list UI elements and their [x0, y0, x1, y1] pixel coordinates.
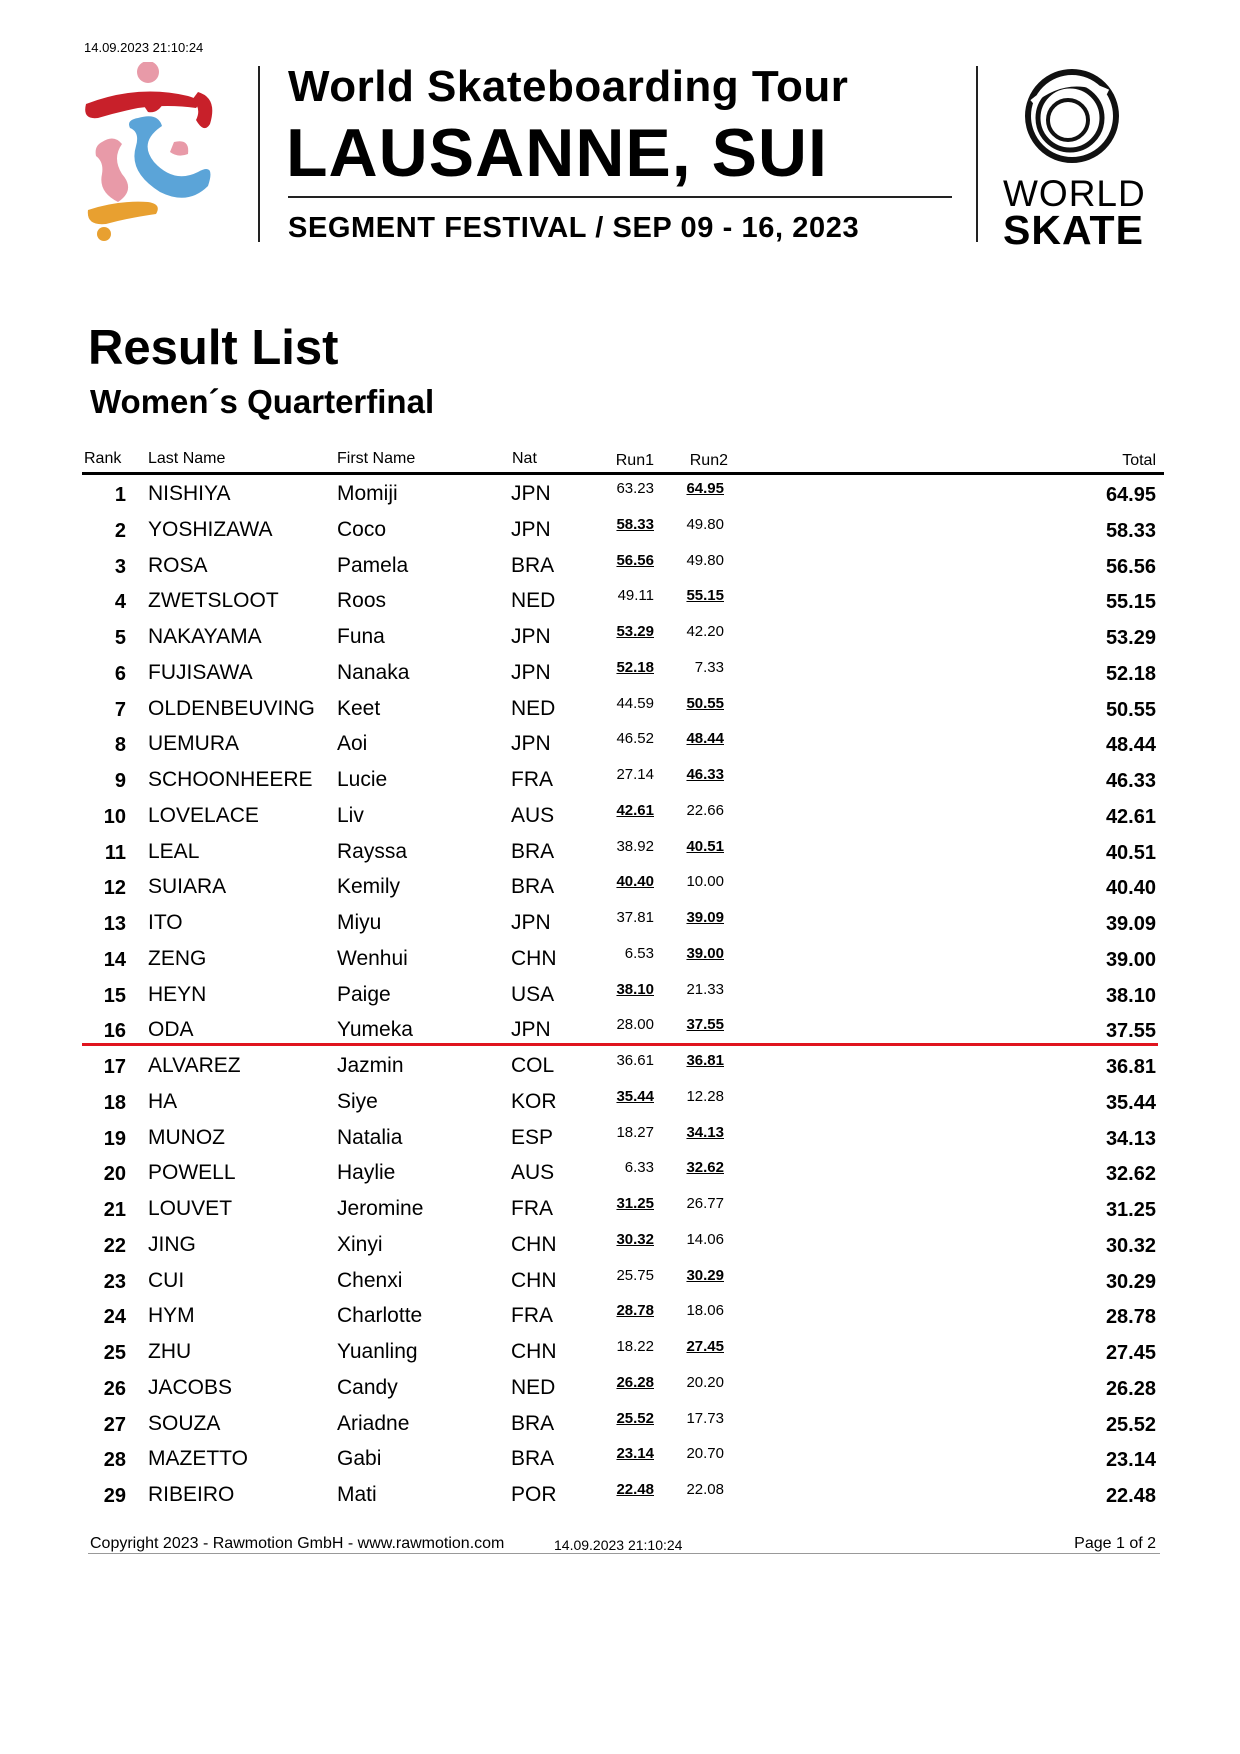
- rank-cell: 13: [103, 913, 126, 935]
- total-cell: 37.55: [1105, 1020, 1156, 1043]
- first-name-cell: Yumeka: [337, 1018, 413, 1042]
- rank-cell: 1: [114, 484, 126, 506]
- nat-cell: BRA: [511, 839, 555, 863]
- table-row: [0, 726, 1240, 762]
- footer-rule: [88, 1553, 1160, 1554]
- first-name-cell: Kemily: [337, 875, 401, 899]
- run1-cell: 52.18: [616, 658, 654, 676]
- first-name-cell: Ariadne: [337, 1411, 410, 1435]
- table-row: [0, 1441, 1240, 1477]
- total-cell: 55.15: [1105, 591, 1156, 614]
- last-name-cell: MUNOZ: [148, 1125, 225, 1149]
- event-title: World Skateboarding Tour: [288, 62, 849, 111]
- total-cell: 30.29: [1105, 1270, 1156, 1293]
- column-header-run1: Run1: [615, 452, 654, 469]
- nat-cell: CHN: [511, 1232, 557, 1256]
- total-cell: 35.44: [1105, 1091, 1156, 1114]
- total-cell: 40.40: [1105, 877, 1156, 900]
- run2-cell: 34.13: [686, 1123, 724, 1141]
- rank-cell: 7: [114, 698, 126, 721]
- event-subtitle: SEGMENT FESTIVAL / SEP 09 - 16, 2023: [288, 212, 860, 244]
- run1-cell: 27.14: [616, 766, 654, 783]
- table-row: [0, 1155, 1240, 1191]
- first-name-cell: Charlotte: [337, 1304, 423, 1328]
- rank-cell: 24: [103, 1306, 126, 1329]
- header-divider-left: [258, 66, 260, 242]
- run2-cell: 64.95: [686, 480, 724, 497]
- table-row: [0, 798, 1240, 834]
- nat-cell: AUS: [511, 803, 555, 827]
- event-city: LAUSANNE, SUI: [286, 115, 828, 191]
- total-cell: 27.45: [1105, 1342, 1156, 1364]
- last-name-cell: LOUVET: [148, 1197, 233, 1220]
- nat-cell: CHN: [511, 1268, 557, 1292]
- rank-cell: 12: [103, 877, 126, 900]
- nat-cell: JPN: [511, 625, 551, 648]
- table-row: [0, 941, 1240, 977]
- run1-cell: 28.78: [616, 1302, 654, 1320]
- last-name-cell: ODA: [148, 1018, 194, 1042]
- run2-cell: 22.66: [686, 801, 724, 819]
- run1-cell: 40.40: [616, 873, 654, 891]
- last-name-cell: JACOBS: [148, 1375, 233, 1399]
- header-rule: [288, 196, 952, 198]
- table-row: [0, 512, 1240, 548]
- rank-cell: 21: [103, 1199, 126, 1221]
- run1-cell: 23.14: [616, 1445, 654, 1463]
- run1-cell: 22.48: [616, 1481, 654, 1498]
- last-name-cell: ZWETSLOOT: [148, 589, 279, 613]
- last-name-cell: MAZETTO: [148, 1447, 248, 1471]
- run2-cell: 22.08: [686, 1481, 724, 1498]
- run2-cell: 17.73: [686, 1409, 724, 1427]
- total-cell: 32.62: [1105, 1163, 1156, 1186]
- nat-cell: JPN: [511, 732, 551, 756]
- table-row: [0, 1406, 1240, 1442]
- run2-cell: 18.06: [686, 1302, 724, 1320]
- nat-cell: COL: [511, 1054, 555, 1077]
- last-name-cell: CUI: [148, 1268, 185, 1292]
- nat-cell: FRA: [511, 768, 553, 791]
- run2-cell: 49.80: [686, 515, 724, 533]
- first-name-cell: Chenxi: [337, 1268, 403, 1292]
- first-name-cell: Candy: [337, 1375, 398, 1399]
- nat-cell: BRA: [511, 553, 555, 577]
- last-name-cell: FUJISAWA: [148, 660, 253, 684]
- rank-cell: 11: [104, 841, 126, 864]
- last-name-cell: HA: [148, 1089, 178, 1113]
- total-cell: 39.09: [1105, 913, 1156, 935]
- nat-cell: BRA: [511, 875, 555, 899]
- nat-cell: POR: [511, 1483, 557, 1506]
- nat-cell: NED: [511, 1375, 556, 1399]
- total-cell: 26.28: [1105, 1377, 1156, 1400]
- rank-cell: 2: [114, 519, 126, 542]
- first-name-cell: Jazmin: [337, 1054, 404, 1077]
- first-name-cell: Nanaka: [337, 660, 410, 684]
- rank-cell: 20: [103, 1163, 126, 1186]
- first-name-cell: Funa: [337, 625, 385, 648]
- run1-cell: 63.23: [616, 480, 654, 497]
- table-row: [0, 762, 1240, 798]
- run1-cell: 28.00: [616, 1016, 654, 1034]
- nat-cell: BRA: [511, 1411, 555, 1435]
- table-row: [0, 1263, 1240, 1299]
- page-subtitle: Women´s Quarterfinal: [90, 383, 435, 420]
- run2-cell: 14.06: [686, 1230, 724, 1248]
- nat-cell: FRA: [511, 1304, 553, 1328]
- nat-cell: FRA: [511, 1197, 553, 1220]
- total-cell: 56.56: [1105, 555, 1156, 578]
- run1-cell: 6.53: [624, 944, 654, 962]
- run2-cell: 36.81: [686, 1052, 724, 1069]
- first-name-cell: Jeromine: [337, 1197, 424, 1220]
- column-header-run2: Run2: [689, 452, 728, 469]
- rank-cell: 9: [114, 770, 126, 792]
- first-name-cell: Paige: [337, 982, 391, 1006]
- run2-cell: 42.20: [686, 623, 724, 640]
- nat-cell: AUS: [511, 1161, 555, 1185]
- rank-cell: 19: [103, 1127, 126, 1150]
- total-cell: 30.32: [1105, 1234, 1156, 1257]
- table-row: [0, 548, 1240, 584]
- last-name-cell: OLDENBEUVING: [148, 696, 315, 720]
- total-cell: 58.33: [1105, 519, 1156, 542]
- run2-cell: 37.55: [686, 1016, 724, 1034]
- run1-cell: 42.61: [616, 801, 654, 819]
- print-timestamp: 14.09.2023 21:10:24: [84, 40, 204, 55]
- column-header-rank: Rank: [84, 450, 122, 467]
- table-row: [0, 1084, 1240, 1120]
- first-name-cell: Liv: [337, 803, 364, 827]
- table-row: [0, 1477, 1240, 1513]
- run1-cell: 30.32: [616, 1230, 654, 1248]
- table-row: [0, 977, 1240, 1013]
- last-name-cell: ITO: [148, 911, 183, 934]
- total-cell: 38.10: [1105, 984, 1156, 1007]
- run2-cell: 21.33: [686, 980, 724, 998]
- rank-cell: 6: [114, 662, 126, 685]
- first-name-cell: Momiji: [337, 482, 398, 505]
- table-row: [0, 1298, 1240, 1334]
- run1-cell: 25.75: [616, 1266, 654, 1284]
- run1-cell: 18.27: [616, 1123, 654, 1141]
- table-row: [0, 1120, 1240, 1156]
- rank-cell: 23: [103, 1270, 126, 1293]
- nat-cell: JPN: [511, 911, 551, 934]
- run2-cell: 32.62: [686, 1159, 724, 1177]
- run1-cell: 36.61: [616, 1052, 654, 1069]
- nat-cell: JPN: [511, 1018, 551, 1042]
- rank-cell: 27: [103, 1413, 126, 1436]
- run2-cell: 7.33: [694, 658, 724, 676]
- column-header-first-name: First Name: [337, 450, 416, 467]
- nat-cell: NED: [511, 589, 556, 613]
- total-cell: 40.51: [1105, 841, 1156, 864]
- run2-cell: 27.45: [686, 1338, 724, 1355]
- first-name-cell: Siye: [337, 1089, 378, 1113]
- run1-cell: 53.29: [616, 623, 654, 640]
- last-name-cell: SUIARA: [148, 875, 227, 899]
- run2-cell: 26.77: [686, 1195, 724, 1212]
- nat-cell: USA: [511, 982, 555, 1006]
- total-cell: 34.13: [1105, 1127, 1156, 1150]
- run1-cell: 6.33: [624, 1159, 654, 1177]
- rank-cell: 25: [103, 1342, 126, 1364]
- rank-cell: 8: [114, 734, 126, 757]
- table-row: [0, 619, 1240, 655]
- first-name-cell: Keet: [337, 696, 381, 720]
- table-row: [0, 583, 1240, 619]
- table-row: [0, 1370, 1240, 1406]
- first-name-cell: Coco: [337, 517, 387, 541]
- rank-cell: 3: [114, 555, 126, 578]
- world-skate-word-2: SKATE: [1003, 207, 1144, 253]
- total-cell: 46.33: [1105, 770, 1156, 792]
- run2-cell: 39.00: [686, 944, 724, 962]
- table-row: [0, 691, 1240, 727]
- last-name-cell: JING: [148, 1232, 196, 1256]
- run2-cell: 46.33: [686, 766, 724, 783]
- nat-cell: BRA: [511, 1447, 555, 1471]
- last-name-cell: YOSHIZAWA: [148, 517, 273, 541]
- last-name-cell: NISHIYA: [148, 482, 231, 505]
- run1-cell: 25.52: [616, 1409, 654, 1427]
- first-name-cell: Yuanling: [337, 1340, 418, 1363]
- total-cell: 64.95: [1105, 484, 1156, 506]
- run1-cell: 38.10: [616, 980, 654, 998]
- first-name-cell: Xinyi: [337, 1232, 383, 1256]
- header-divider-right: [976, 66, 978, 242]
- page-title: Result List: [88, 321, 339, 375]
- total-cell: 22.48: [1105, 1485, 1156, 1507]
- nat-cell: CHN: [511, 946, 557, 970]
- run1-cell: 46.52: [616, 730, 654, 748]
- first-name-cell: Natalia: [337, 1125, 403, 1149]
- rank-cell: 29: [103, 1485, 126, 1507]
- table-row: [0, 476, 1240, 512]
- total-cell: 52.18: [1105, 662, 1156, 685]
- first-name-cell: Aoi: [337, 732, 368, 756]
- last-name-cell: ALVAREZ: [148, 1054, 241, 1077]
- table-row: [0, 834, 1240, 870]
- total-cell: 23.14: [1105, 1449, 1156, 1472]
- run2-cell: 20.70: [686, 1445, 724, 1463]
- total-cell: 36.81: [1105, 1056, 1156, 1078]
- total-cell: 48.44: [1105, 734, 1156, 757]
- qualification-cutoff-line: [82, 1043, 1158, 1046]
- rank-cell: 28: [103, 1449, 126, 1472]
- run1-cell: 31.25: [616, 1195, 654, 1212]
- last-name-cell: ZENG: [148, 946, 207, 970]
- rank-cell: 4: [114, 591, 126, 614]
- column-header-total: Total: [1122, 452, 1156, 469]
- run1-cell: 37.81: [616, 909, 654, 926]
- run1-cell: 56.56: [616, 551, 654, 569]
- table-row: [0, 1334, 1240, 1370]
- table-row: [0, 905, 1240, 941]
- rank-cell: 14: [103, 948, 126, 971]
- rank-cell: 5: [114, 627, 126, 649]
- table-row: [0, 1048, 1240, 1084]
- total-cell: 28.78: [1105, 1306, 1156, 1329]
- last-name-cell: LOVELACE: [148, 803, 259, 827]
- run1-cell: 49.11: [617, 587, 654, 605]
- run2-cell: 10.00: [686, 873, 724, 891]
- run1-cell: 26.28: [616, 1373, 654, 1391]
- run2-cell: 30.29: [686, 1266, 724, 1284]
- first-name-cell: Gabi: [337, 1447, 382, 1471]
- first-name-cell: Haylie: [337, 1161, 396, 1185]
- run2-cell: 48.44: [686, 730, 724, 748]
- rank-cell: 22: [103, 1234, 126, 1257]
- run1-cell: 58.33: [616, 515, 654, 533]
- rank-cell: 17: [103, 1056, 126, 1078]
- first-name-cell: Pamela: [337, 553, 409, 577]
- last-name-cell: HEYN: [148, 982, 207, 1006]
- nat-cell: KOR: [511, 1089, 557, 1113]
- run2-cell: 55.15: [686, 587, 724, 605]
- first-name-cell: Mati: [337, 1483, 377, 1506]
- rank-cell: 10: [103, 805, 126, 828]
- last-name-cell: SCHOONHEERE: [148, 768, 313, 791]
- nat-cell: NED: [511, 696, 556, 720]
- column-header-last-name: Last Name: [148, 450, 226, 467]
- nat-cell: ESP: [511, 1125, 554, 1149]
- run2-cell: 40.51: [686, 837, 724, 855]
- footer-copyright: Copyright 2023 - Rawmotion GmbH - www.rawmotion.com: [90, 1535, 505, 1552]
- run1-cell: 18.22: [616, 1338, 654, 1355]
- rank-cell: 16: [103, 1020, 126, 1043]
- first-name-cell: Roos: [337, 589, 387, 613]
- table-row: [0, 869, 1240, 905]
- footer-page-number: Page 1 of 2: [1074, 1535, 1156, 1552]
- last-name-cell: POWELL: [148, 1161, 236, 1185]
- last-name-cell: LEAL: [148, 839, 200, 863]
- total-cell: 53.29: [1105, 627, 1156, 649]
- total-cell: 39.00: [1105, 948, 1156, 971]
- total-cell: 31.25: [1105, 1199, 1156, 1221]
- rank-cell: 18: [103, 1091, 126, 1114]
- total-cell: 50.55: [1105, 698, 1156, 721]
- run2-cell: 20.20: [686, 1373, 724, 1391]
- nat-cell: JPN: [511, 482, 551, 505]
- world-skate-word-1: WORLD: [1003, 173, 1146, 214]
- last-name-cell: RIBEIRO: [148, 1483, 235, 1506]
- first-name-cell: Wenhui: [337, 946, 408, 970]
- last-name-cell: ZHU: [148, 1340, 192, 1363]
- total-cell: 42.61: [1105, 805, 1156, 828]
- total-cell: 25.52: [1105, 1413, 1156, 1436]
- rank-cell: 26: [103, 1377, 126, 1400]
- footer-timestamp: 14.09.2023 21:10:24: [554, 1537, 683, 1553]
- last-name-cell: ROSA: [148, 553, 208, 577]
- last-name-cell: UEMURA: [148, 732, 240, 756]
- nat-cell: JPN: [511, 660, 551, 684]
- run2-cell: 39.09: [686, 909, 724, 926]
- table-header-rule: [82, 472, 1164, 475]
- column-header-nat: Nat: [512, 450, 537, 467]
- run2-cell: 12.28: [686, 1087, 724, 1105]
- first-name-cell: Lucie: [337, 768, 388, 791]
- run2-cell: 49.80: [686, 551, 724, 569]
- run1-cell: 44.59: [616, 694, 654, 712]
- first-name-cell: Miyu: [337, 911, 382, 934]
- run1-cell: 35.44: [616, 1087, 654, 1105]
- nat-cell: JPN: [511, 517, 551, 541]
- first-name-cell: Rayssa: [337, 839, 408, 863]
- table-row: [0, 1227, 1240, 1263]
- last-name-cell: HYM: [148, 1304, 195, 1328]
- table-row: [0, 655, 1240, 691]
- last-name-cell: NAKAYAMA: [148, 625, 262, 648]
- table-row: [0, 1191, 1240, 1227]
- rank-cell: 15: [103, 984, 126, 1007]
- nat-cell: CHN: [511, 1340, 557, 1363]
- run1-cell: 38.92: [616, 837, 654, 855]
- event-logo-icon: [78, 62, 238, 242]
- last-name-cell: SOUZA: [148, 1411, 221, 1435]
- world-skate-logo-icon: [1008, 62, 1148, 172]
- run2-cell: 50.55: [686, 694, 724, 712]
